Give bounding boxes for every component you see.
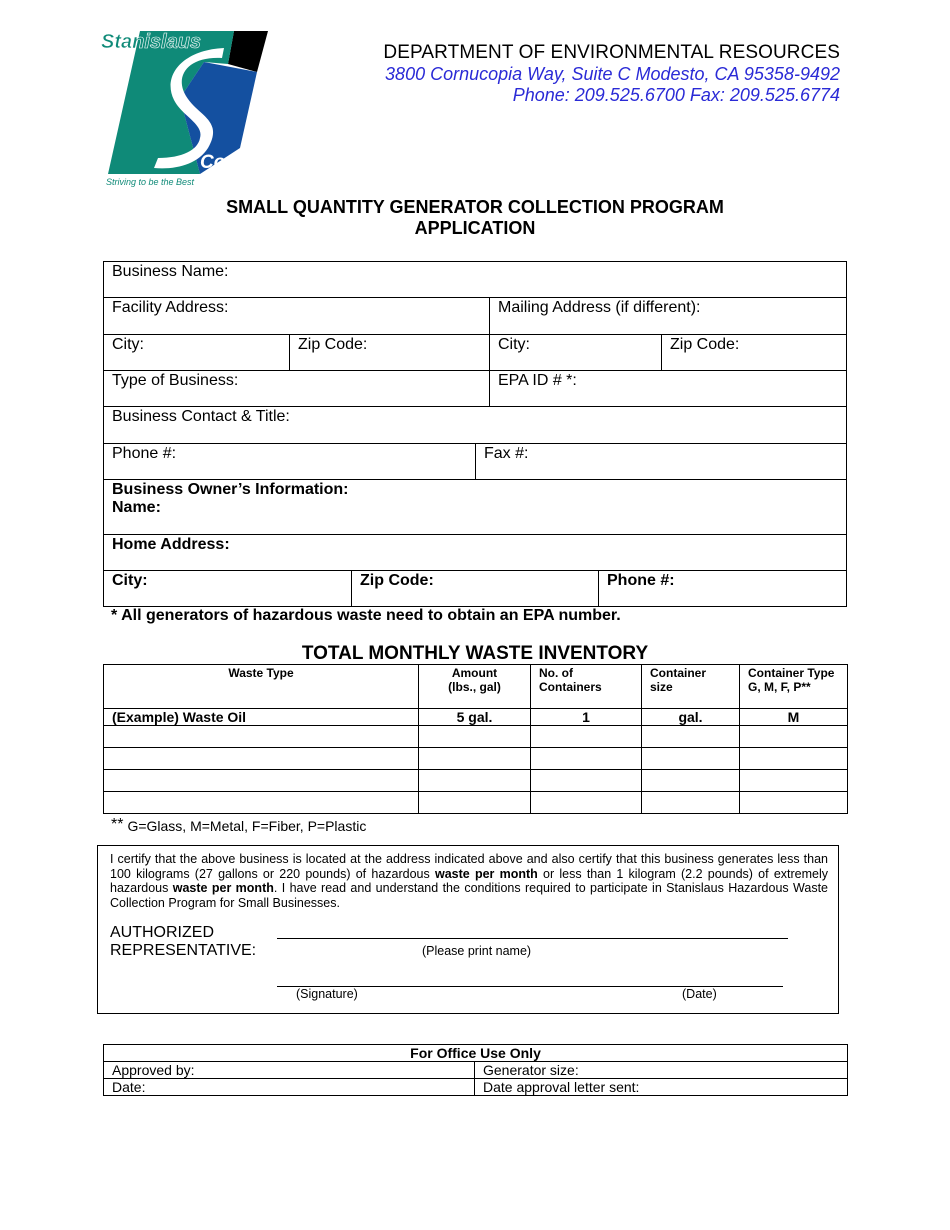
table-row — [104, 726, 848, 748]
waste-type-cell[interactable] — [104, 748, 419, 770]
approved-by-field[interactable]: Approved by: — [104, 1062, 475, 1079]
county-logo — [100, 28, 272, 190]
auth-label-line2: REPRESENTATIVE: — [110, 942, 257, 959]
table-row — [104, 748, 848, 770]
office-use-heading: For Office Use Only — [104, 1045, 848, 1062]
cert-text-bold2: waste per month — [172, 881, 274, 896]
business-name-field[interactable]: Business Name: — [112, 263, 229, 280]
epa-note: * All generators of hazardous waste need to obtain an EPA number. — [111, 607, 621, 624]
department-phone-fax: Phone: 209.525.6700 Fax: 209.525.6774 — [512, 85, 840, 105]
owner-name-field[interactable] — [104, 480, 846, 534]
form-title: SMALL QUANTITY GENERATOR COLLECTION PROGRAM — [226, 197, 724, 217]
container-legend — [111, 816, 366, 834]
owner-zip-field[interactable]: Zip Code: — [351, 571, 598, 606]
amount-cell[interactable] — [419, 770, 531, 792]
amount-header: Amount (lbs., gal) — [419, 665, 531, 709]
cert-text-bold1: waste per month — [434, 866, 538, 881]
waste-type-header: Waste Type — [104, 665, 419, 709]
containers-header: No. of Containers — [531, 665, 642, 709]
table-row — [104, 792, 848, 814]
waste-type-cell[interactable] — [104, 726, 419, 748]
table-row-example — [104, 709, 848, 726]
mailing-city-field[interactable]: City: — [489, 335, 661, 370]
facility-zip-field[interactable]: Zip Code: — [289, 335, 489, 370]
owner-city-field[interactable]: City: — [112, 572, 148, 589]
fax-field[interactable]: Fax #: — [475, 444, 846, 479]
office-use-table — [103, 1044, 848, 1096]
print-name-line[interactable] — [277, 938, 788, 939]
approval-letter-date-field[interactable]: Date approval letter sent: — [475, 1079, 848, 1096]
form-subtitle: APPLICATION — [414, 218, 536, 238]
authorized-representative-label — [110, 924, 256, 960]
container-type-header: Container Type G, M, F, P** — [740, 665, 848, 709]
facility-city-field[interactable]: City: — [112, 336, 144, 353]
phone-field[interactable]: Phone #: — [112, 445, 177, 462]
owner-phone-field[interactable]: Phone #: — [598, 571, 846, 606]
inventory-title: TOTAL MONTHLY WASTE INVENTORY — [301, 643, 649, 664]
mailing-address-field[interactable]: Mailing Address (if different): — [489, 298, 846, 334]
waste-type-cell[interactable] — [104, 770, 419, 792]
print-name-hint: (Please print name) — [422, 944, 532, 958]
container-type-cell[interactable] — [740, 792, 848, 814]
signature-hint: (Signature) — [296, 987, 358, 1001]
cert-text-part1: I certify that the above business is located at the address indicated above and also certify that this business generates less than 100 kilograms (27 gallons or 220 pounds) of hazardous — [110, 852, 828, 881]
example-waste-type: (Example) Waste Oil — [104, 709, 419, 726]
business-info-form — [103, 261, 847, 607]
example-amount: 5 gal. — [419, 709, 531, 726]
cert-text-part2: or less than 1 kilogram (2.2 pounds) of extremely hazardous — [110, 866, 829, 896]
container-type-cell[interactable] — [740, 770, 848, 792]
facility-address-field[interactable]: Facility Address: — [112, 299, 229, 316]
certification-text — [110, 852, 828, 910]
container-size-cell[interactable] — [642, 748, 740, 770]
cert-text-part3: . I have read and understand the conditions required to participate in Stanislaus Hazardous Waste Collection Program for Small Businesses. — [110, 881, 828, 910]
container-size-cell[interactable] — [642, 726, 740, 748]
stanislaus-county-logo-icon — [100, 28, 272, 190]
date-hint: (Date) — [682, 987, 717, 1001]
department-name: DEPARTMENT OF ENVIRONMENTAL RESOURCES — [383, 42, 840, 63]
logo-tagline: Striving to be the Best — [106, 177, 195, 187]
container-type-cell[interactable] — [740, 748, 848, 770]
owner-info-heading: Business Owner’s Information: — [112, 481, 349, 498]
containers-cell[interactable] — [531, 792, 642, 814]
amount-cell[interactable] — [419, 726, 531, 748]
example-container-size: gal. — [642, 709, 740, 726]
owner-name-label: Name: — [112, 499, 161, 516]
waste-inventory-table — [103, 664, 848, 814]
table-header-row — [104, 665, 848, 709]
amount-cell[interactable] — [419, 792, 531, 814]
table-row — [104, 770, 848, 792]
mailing-zip-field[interactable]: Zip Code: — [661, 335, 846, 370]
auth-label-line1: AUTHORIZED — [110, 924, 214, 941]
container-size-header: Container size — [642, 665, 740, 709]
waste-type-cell[interactable] — [104, 792, 419, 814]
epa-id-field[interactable]: EPA ID # *: — [489, 371, 846, 406]
example-containers: 1 — [531, 709, 642, 726]
container-size-cell[interactable] — [642, 770, 740, 792]
logo-top-text: Stanislaus — [101, 31, 202, 53]
office-date-field[interactable]: Date: — [104, 1079, 475, 1096]
amount-cell[interactable] — [419, 748, 531, 770]
generator-size-field[interactable]: Generator size: — [475, 1062, 848, 1079]
certification-box — [97, 845, 839, 1014]
containers-cell[interactable] — [531, 770, 642, 792]
business-contact-field[interactable]: Business Contact & Title: — [112, 408, 290, 425]
container-size-cell[interactable] — [642, 792, 740, 814]
legend-text: G=Glass, M=Metal, F=Fiber, P=Plastic — [127, 818, 367, 834]
containers-cell[interactable] — [531, 748, 642, 770]
home-address-field[interactable]: Home Address: — [112, 536, 230, 553]
containers-cell[interactable] — [531, 726, 642, 748]
container-type-cell[interactable] — [740, 726, 848, 748]
legend-stars: ** — [111, 816, 124, 833]
example-container-type: M — [740, 709, 848, 726]
type-of-business-field[interactable]: Type of Business: — [112, 372, 239, 389]
logo-bottom-text: County — [200, 152, 266, 173]
department-address: 3800 Cornucopia Way, Suite C Modesto, CA 95358-9492 — [385, 64, 840, 84]
